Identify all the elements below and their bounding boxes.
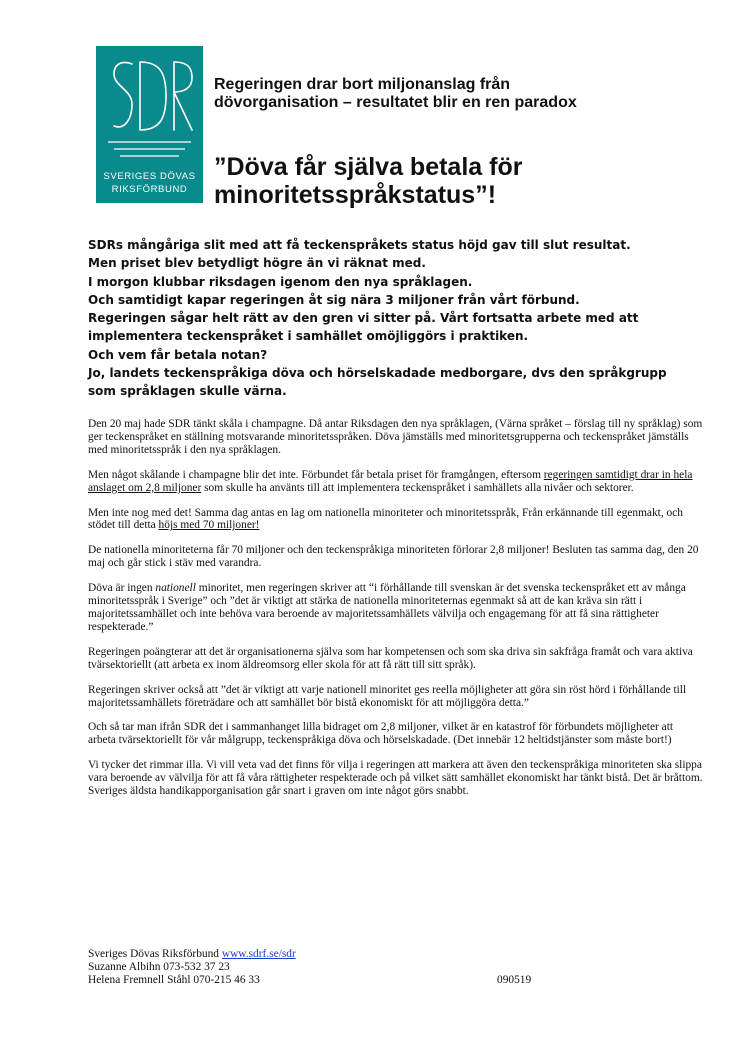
signature-org: Sveriges Dövas Riksförbund	[88, 948, 222, 960]
logo-text-line1: SVERIGES DÖVAS	[103, 171, 196, 182]
lead-line: I morgon klubbar riksdagen igenom den nya språklagen.	[88, 274, 473, 289]
subheadline: Regeringen drar bort miljonanslag från dövorganisation – resultatet blir en ren paradox	[214, 76, 577, 111]
underlined-text: höjs med 70 miljoner!	[158, 519, 260, 532]
sdr-monogram-icon	[96, 46, 203, 171]
lead-paragraph	[88, 236, 688, 401]
signature-block	[88, 948, 688, 987]
body-paragraph: Regeringen poängterar att det är organisationerna själva som har kompetensen och som ska driva sin sakfråga framåt och vara aktiva tvärsektoriellt (att arbeta ex inom äldreomsorg eller skola för att få rätt till sitt språk).	[88, 645, 693, 671]
lead-line: SDRs mångåriga slit med att få teckenspråkets status höjd gav till slut resultat.	[88, 238, 631, 252]
lead-line: Och vem får betala notan?	[88, 347, 268, 362]
body-paragraph	[88, 507, 703, 533]
document-date: 090519	[497, 974, 532, 986]
lead-line: Regeringen sågar helt rätt av den gren vi sitter på. Vårt fortsatta arbete med att implementera teckenspråket i samhället omöjliggörs i praktiken.	[88, 311, 639, 344]
body-paragraph: Och så tar man ifrån SDR det i sammanhanget lilla bidraget om 2,8 miljoner, vilket är en katastrof för förbundets möjligheter att arbeta tvärsektoriellt för vår målgrupp, teckenspråkiga döva och hörselskadade. (Det innebär 12 heltidstjänster som måste bort!)	[88, 721, 674, 747]
italic-text: nationell	[155, 582, 196, 595]
signature-contact: Helena Fremnell Ståhl 070-215 46 33	[88, 974, 260, 986]
body-paragraph: Vi tycker det rimmar illa. Vi vill veta vad det finns för vilja i regeringen att markera att även den teckenspråkiga minoriteten ska slippa vara beroende av välvilja för att få våra rättigheter respekterade och på vilket sätt samhället ekonomiskt har tänkt bistå. Det är bråttom. Sveriges äldsta handikapporganisation går snart i graven om inte något görs snabbt.	[88, 759, 703, 798]
body-paragraph: Regeringen skriver också att ”det är viktigt att varje nationell minoritet ges reella möjligheter att göra sin röst hörd i förhållande till majoritetssamhällets företrädare och att samhället bör bistå ekonomiskt för att möjliggöra detta.”	[88, 683, 687, 709]
signature-org-line	[88, 948, 688, 961]
body-paragraph: De nationella minoriteterna får 70 miljoner och den teckenspråkiga minoriteten förlorar 2,8 miljoner! Besluten tas samma dag, den 20 maj och går stick i stäv med varandra.	[88, 544, 699, 570]
lead-line: Men priset blev betydligt högre än vi räknat med.	[88, 256, 426, 271]
body-text: som skulle ha använts till att implementera teckenspråket i samhällets alla nivåer och sektorer.	[201, 481, 634, 494]
body-text: Döva är ingen	[88, 582, 156, 595]
logo-text-line2: RIKSFÖRBUND	[111, 184, 188, 195]
body-paragraph: Den 20 maj hade SDR tänkt skåla i champagne. Då antar Riksdagen den nya språklagen, (Värna språket – förslag till ny språklag) som ger teckenspråket en ställning motsvarande minoritetsspråken. Döva jämställs med minoritetsgrupperna och teckenspråket jämställs med minoritetsspråk i den nya språklagen.	[88, 418, 703, 456]
lead-line: Jo, landets teckenspråkiga döva och hörselskadade medborgare, dvs den språkgrupp som språklagen skulle värna.	[88, 366, 667, 399]
body-text: Men något skålande i champagne blir det inte. Förbundet får betala priset för framgången, eftersom	[88, 468, 544, 481]
sdr-logo	[96, 46, 203, 203]
website-link[interactable]: www.sdrf.se/sdr	[221, 948, 296, 960]
underlined-text: regeringen samtidigt drar in hela anslaget om 2,8 miljoner	[88, 468, 693, 494]
headline: ”Döva får själva betala för minoritetsspråkstatus”!	[214, 153, 523, 209]
article-body	[88, 418, 703, 810]
body-paragraph	[88, 582, 703, 634]
signature-contact: Suzanne Albihn 073-532 37 23	[88, 961, 230, 973]
lead-line: Och samtidigt kapar regeringen åt sig nära 3 miljoner från vårt förbund.	[88, 292, 580, 307]
body-text: Men inte nog med det! Samma dag antas en lag om nationella minoriteter och minoritetsspråk, Från erkännande till egenmakt, och stödet till detta	[88, 506, 683, 532]
body-paragraph	[88, 469, 703, 495]
body-text: minoritet, men regeringen skriver att “i förhållande till svenskan är det svenska teckenspråket ett av många minoritetsspråk i Sverige” och ”det är viktigt att stärka de nationella minoriteternas egenmakt så att de kan kräva sin rätt i majoritetssamhället och inte behöva vara beroende av majoritetssamhällets välvilja och engagemang för att få sina rättigheter respekterade.”	[88, 582, 686, 633]
